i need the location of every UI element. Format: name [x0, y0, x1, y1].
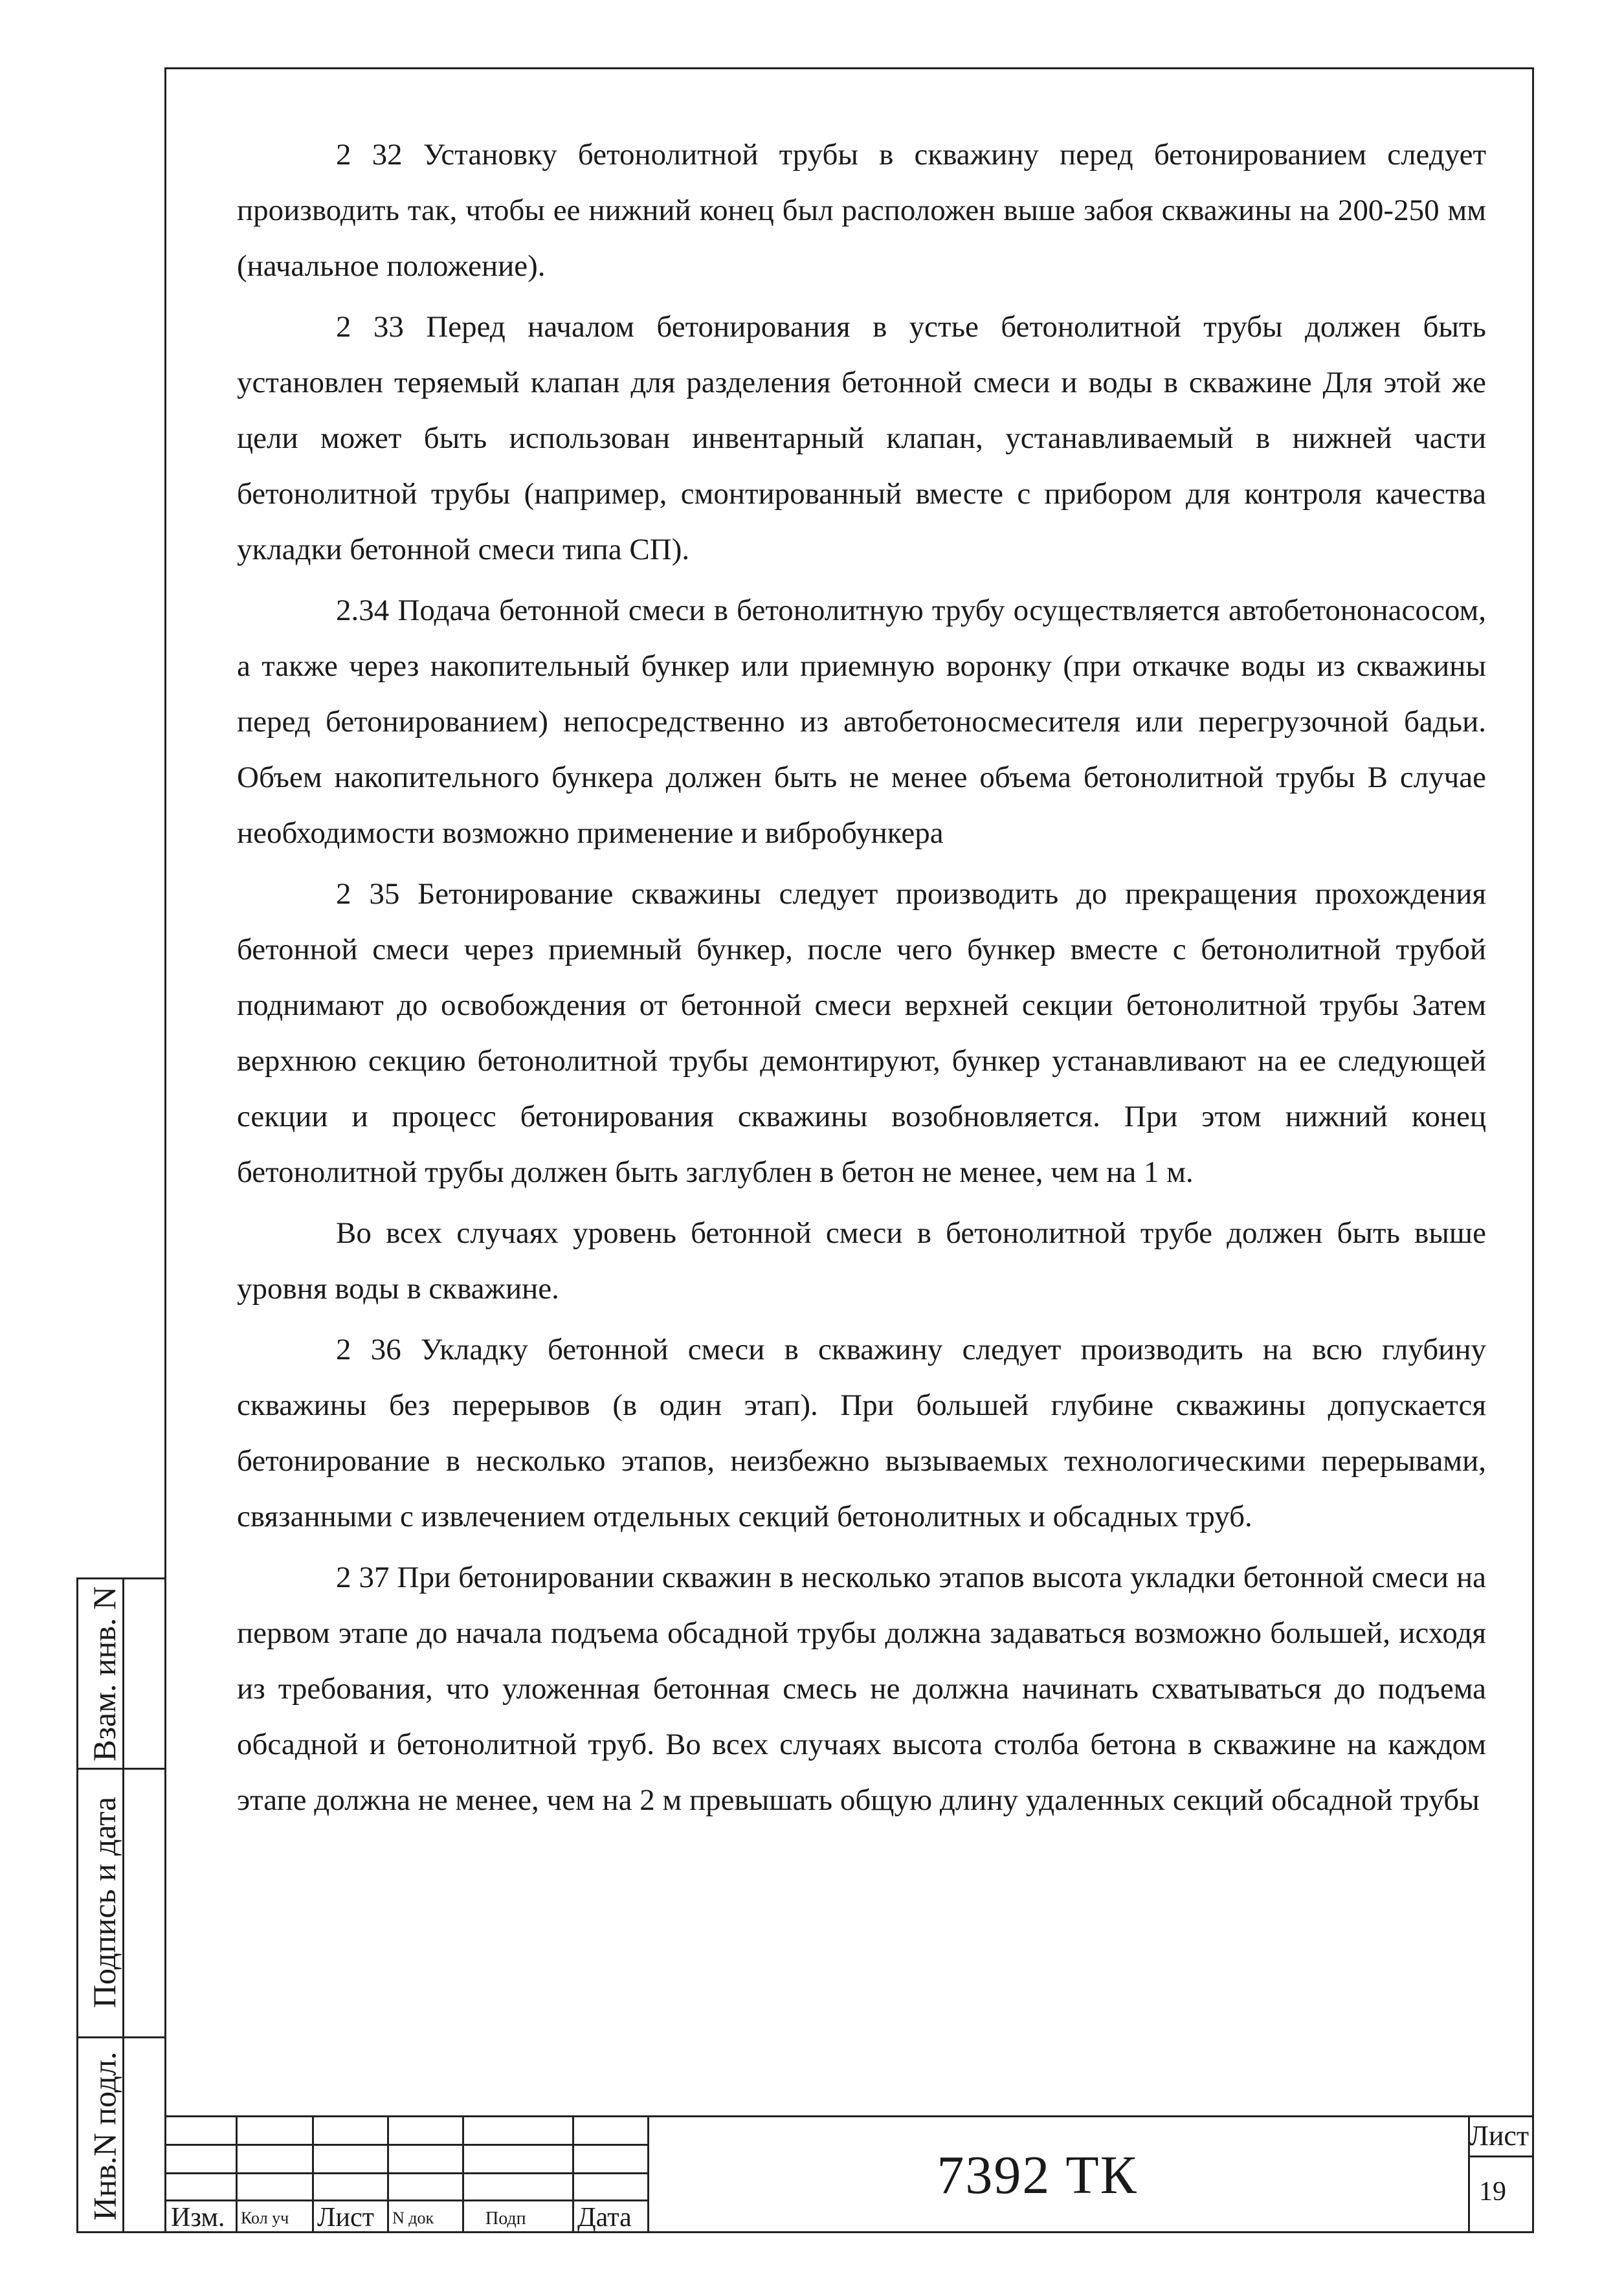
paragraph-2-33: 2 33 Перед началом бетонирования в устье бетонолитной трубы должен быть установлен теряемый клапан для разделения бетонной смеси и воды в скважине Для этой же цели может быть использован инвентарный клапан, устанавливаемый в нижней части бетонолитной трубы (например, смонтированный вместе с прибором для контроля качества укладки бетонной смеси типа СП).: [237, 310, 1486, 566]
title-block-col-line-5: [572, 2115, 574, 2233]
side-label-inv-original: Инв.N подл.: [86, 2051, 123, 2220]
paragraph-2-35: 2 35 Бетонирование скважины следует производить до прекращения прохождения бетонной смеси через приемный бункер, после чего бункер вместе с бетонолитной трубой поднимают до освобождения от бетонной смеси верхней секции бетонолитной трубы Затем верхнюю секцию бетонолитной трубы демонтируют, бункер устанавливают на ее следующей секции и процесс бетонирования скважины возобновляется. При этом нижний конец бетонолитной трубы должен быть заглублен в бетон не менее, чем на 1 м.: [237, 877, 1486, 1189]
title-col-izm: Изм.: [171, 2203, 225, 2233]
title-col-kol-uch: Кол уч: [241, 2209, 289, 2227]
side-stamp: [76, 1577, 164, 2233]
paragraph-2-36: 2 36 Укладку бетонной смеси в скважину следует производить на всю глубину скважины без перерывов (в один этап). При большей глубине скважины допускается бетонирование в несколько этапов, неизбежно вызываемых технологическими перерывами, связанными с извлечением отдельных секций бетонолитных и обсадных труб.: [237, 1333, 1486, 1533]
title-block-col-line-1: [236, 2115, 238, 2233]
title-block-col-line-3: [387, 2115, 389, 2233]
title-col-n-dok: N док: [392, 2209, 434, 2227]
title-col-podp: Подп: [485, 2209, 526, 2229]
sheet-box-divider: [1468, 2155, 1534, 2157]
side-cell-inv-replace: [78, 1579, 164, 1770]
title-block-col-line-4: [462, 2115, 464, 2233]
side-cell-inv-original: [78, 2036, 164, 2235]
sheet-label: Лист: [1469, 2120, 1529, 2152]
paragraph-general-case: Во всех случаях уровень бетонной смеси в бетонолитной трубе должен быть выше уровня воды в скважине.: [237, 1216, 1486, 1306]
document-body: [237, 127, 1486, 1828]
title-block-col-line-6: [647, 2115, 649, 2233]
side-cell-signature-date: [78, 1768, 164, 2038]
document-code: 7392 ТК: [937, 2144, 1138, 2205]
sheet-number: 19: [1479, 2177, 1506, 2207]
title-col-list: Лист: [317, 2203, 374, 2233]
side-label-inv-replace: Взам. инв. N: [86, 1586, 123, 1761]
paragraph-2-37: 2 37 При бетонировании скважин в несколько этапов высота укладки бетонной смеси на первом этапе до начала подъема обсадной трубы должна задаваться возможно большей, исходя из требования, что уложенная бетонная смесь не должна начинать схватываться до подъема обсадной и бетонолитной труб. Во всех случаях высота столба бетона в скважине на каждом этапе должна не менее, чем на 2 м превышать общую длину удаленных секций обсадной трубы: [237, 1561, 1486, 1817]
paragraph-2-32: 2 32 Установку бетонолитной трубы в скважину перед бетонированием следует производить так, чтобы ее нижний конец был расположен выше забоя скважины на 200-250 мм (начальное положение).: [237, 138, 1486, 283]
title-col-data: Дата: [577, 2203, 632, 2233]
paragraph-2-34: 2.34 Подача бетонной смеси в бетонолитную трубу осуществляется автобетононасосом, а также через накопительный бункер или приемную воронку (при откачке воды из скважины перед бетонированием) непосредственно из автобетоносмесителя или перегрузочной бадьи. Объем накопительного бункера должен быть не менее объема бетонолитной трубы В случае необходимости возможно применение и вибробункера: [237, 594, 1486, 850]
side-label-signature-date: Подпись и дата: [86, 1796, 122, 2008]
title-block-col-line-2: [312, 2115, 314, 2233]
